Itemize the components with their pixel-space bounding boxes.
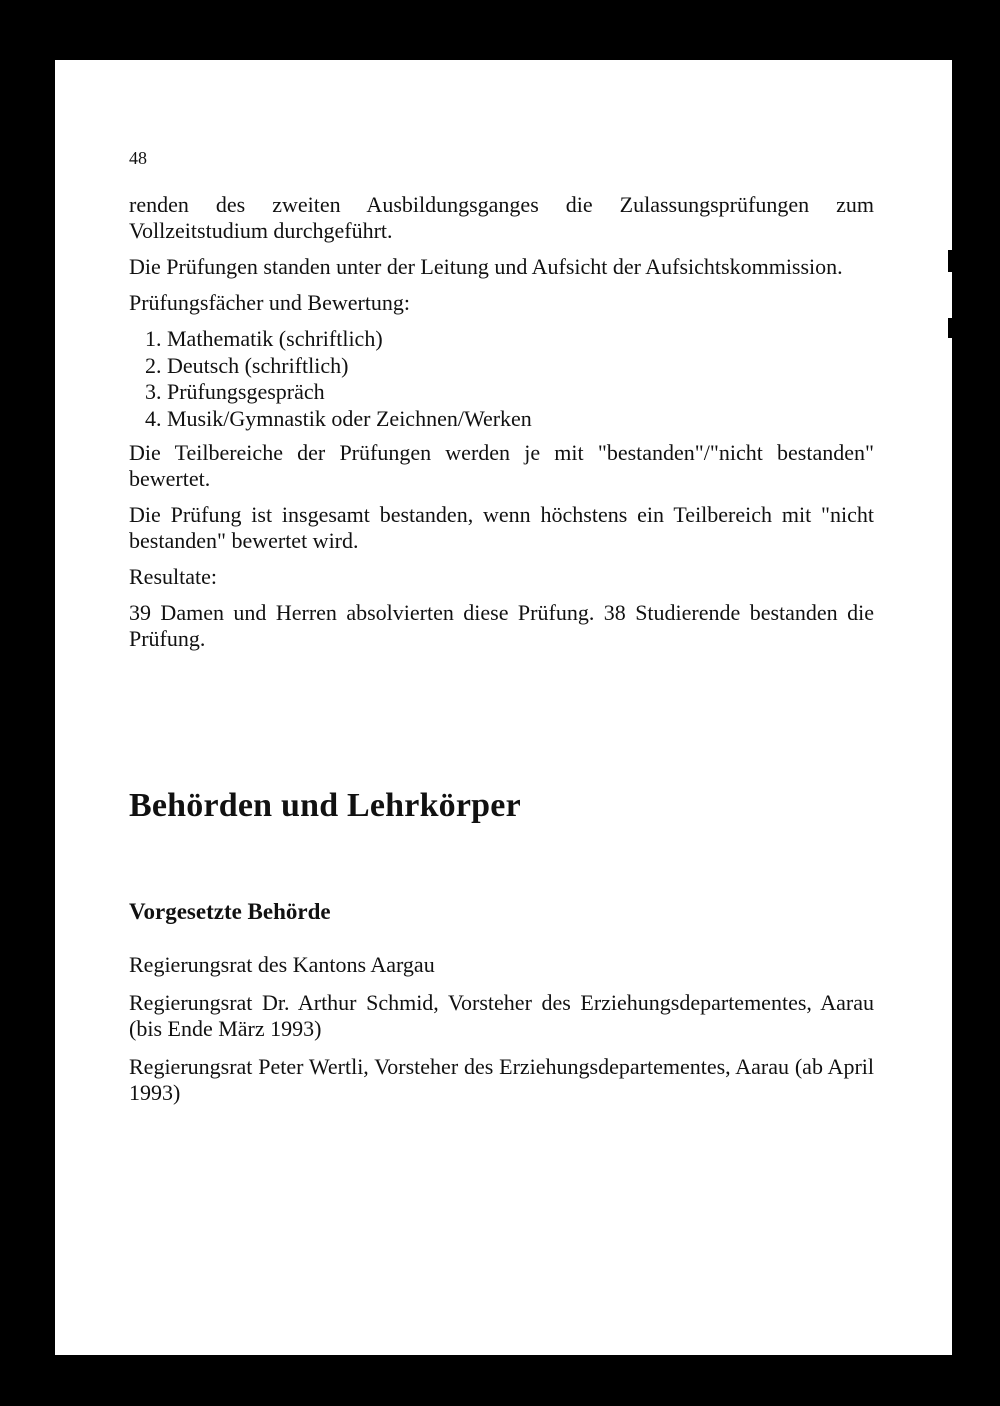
- paragraph-continuation: renden des zweiten Ausbildungsganges die Zulassungsprüfungen zum Vollzeitstudium durchgeführt.: [129, 192, 874, 243]
- authority-entry: Regierungsrat des Kantons Aargau: [129, 952, 435, 977]
- heading-spacer: [129, 826, 874, 898]
- list-item: 3. Prüfungsgespräch: [145, 379, 325, 404]
- section-spacer: [129, 662, 874, 786]
- paragraph-results: 39 Damen und Herren absolvierten diese Prüfung. 38 Studierende bestanden die Prüfung.: [129, 600, 874, 651]
- subject-list: [145, 326, 874, 432]
- page-content: [129, 148, 874, 1118]
- authority-entry: Regierungsrat Peter Wertli, Vorsteher des Erziehungsdepartementes, Aarau (ab April 1993): [129, 1054, 874, 1105]
- page-number: 48: [129, 148, 147, 168]
- authority-entry: Regierungsrat Dr. Arthur Schmid, Vorsteher des Erziehungsdepartementes, Aarau (bis Ende März 1993): [129, 990, 874, 1041]
- paragraph-subjects-intro: Prüfungsfächer und Bewertung:: [129, 290, 411, 315]
- scan-edge-mark: [948, 318, 958, 338]
- list-item: 4. Musik/Gymnastik oder Zeichnen/Werken: [145, 405, 532, 431]
- subsection-heading: Vorgesetzte Behörde: [129, 899, 331, 924]
- document-page: [55, 60, 952, 1355]
- paragraph-exam-supervision: Die Prüfungen standen unter der Leitung und Aufsicht der Aufsichtskommission.: [129, 254, 843, 279]
- paragraph-grading: Die Teilbereiche der Prüfungen werden je mit "bestanden"/"nicht bestanden" bewertet.: [129, 440, 874, 491]
- section-heading: Behörden und Lehrkörper: [129, 787, 521, 824]
- list-item: 2. Deutsch (schriftlich): [145, 352, 349, 378]
- list-item: 1. Mathematik (schriftlich): [145, 326, 383, 351]
- scan-edge-mark: [948, 250, 954, 272]
- paragraph-pass-rule: Die Prüfung ist insgesamt bestanden, wenn höchstens ein Teilbereich mit "nicht bestanden" bewertet wird.: [129, 502, 874, 553]
- paragraph-results-label: Resultate:: [129, 564, 217, 589]
